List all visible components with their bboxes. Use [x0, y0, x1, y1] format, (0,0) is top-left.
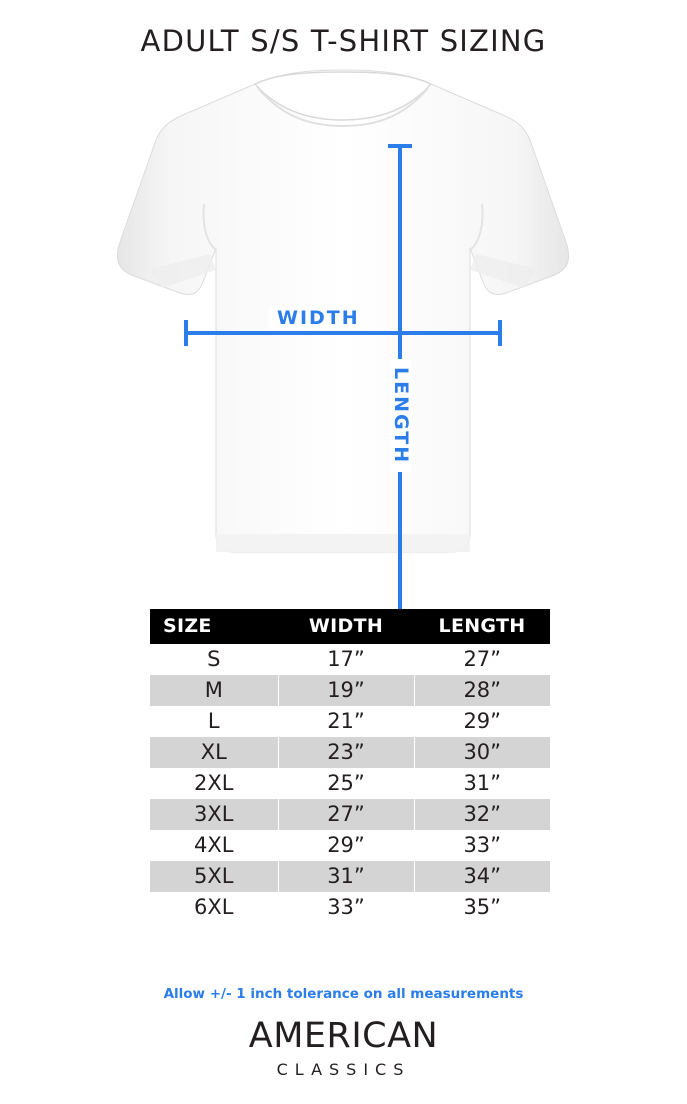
table-row [150, 644, 550, 675]
width-right-cap [498, 320, 502, 346]
width-measure-line [184, 331, 502, 335]
length-label: LENGTH [390, 359, 412, 472]
size-table-body [150, 644, 550, 923]
header-size: SIZE [150, 609, 278, 644]
cell-length: 29” [414, 706, 550, 737]
cell-length: 35” [414, 892, 550, 923]
table-header-row [150, 609, 550, 644]
cell-size: 6XL [150, 892, 278, 923]
table-row [150, 861, 550, 892]
size-table [150, 609, 550, 923]
length-top-cap [388, 144, 412, 148]
cell-size: 4XL [150, 830, 278, 861]
header-length: LENGTH [414, 609, 550, 644]
width-label: WIDTH [269, 307, 368, 329]
header-width: WIDTH [278, 609, 414, 644]
cell-length: 30” [414, 737, 550, 768]
cell-width: 31” [278, 861, 414, 892]
width-left-cap [184, 320, 188, 346]
cell-size: XL [150, 737, 278, 768]
cell-length: 32” [414, 799, 550, 830]
brand-tagline: CLASSICS [276, 1060, 411, 1079]
cell-width: 33” [278, 892, 414, 923]
cell-length: 34” [414, 861, 550, 892]
cell-width: 25” [278, 768, 414, 799]
brand-name: AMERICAN [248, 1016, 439, 1056]
table-row [150, 768, 550, 799]
cell-width: 17” [278, 644, 414, 675]
brand-logo [0, 1016, 687, 1079]
size-table-container [150, 609, 537, 923]
cell-length: 33” [414, 830, 550, 861]
tolerance-note: Allow +/- 1 inch tolerance on all measurements [163, 986, 524, 1002]
cell-width: 27” [278, 799, 414, 830]
table-row [150, 675, 550, 706]
cell-length: 31” [414, 768, 550, 799]
table-row [150, 737, 550, 768]
size-table-header [150, 609, 550, 644]
cell-width: 21” [278, 706, 414, 737]
table-row [150, 830, 550, 861]
table-row [150, 799, 550, 830]
tshirt-diagram [0, 64, 687, 564]
cell-length: 27” [414, 644, 550, 675]
table-row [150, 706, 550, 737]
cell-size: 5XL [150, 861, 278, 892]
cell-size: 2XL [150, 768, 278, 799]
cell-size: M [150, 675, 278, 706]
cell-width: 23” [278, 737, 414, 768]
page-title: ADULT S/S T-SHIRT SIZING [140, 24, 547, 58]
table-row [150, 892, 550, 923]
cell-size: L [150, 706, 278, 737]
size-chart-page [0, 24, 687, 1079]
cell-size: 3XL [150, 799, 278, 830]
cell-length: 28” [414, 675, 550, 706]
cell-width: 19” [278, 675, 414, 706]
cell-size: S [150, 644, 278, 675]
cell-width: 29” [278, 830, 414, 861]
